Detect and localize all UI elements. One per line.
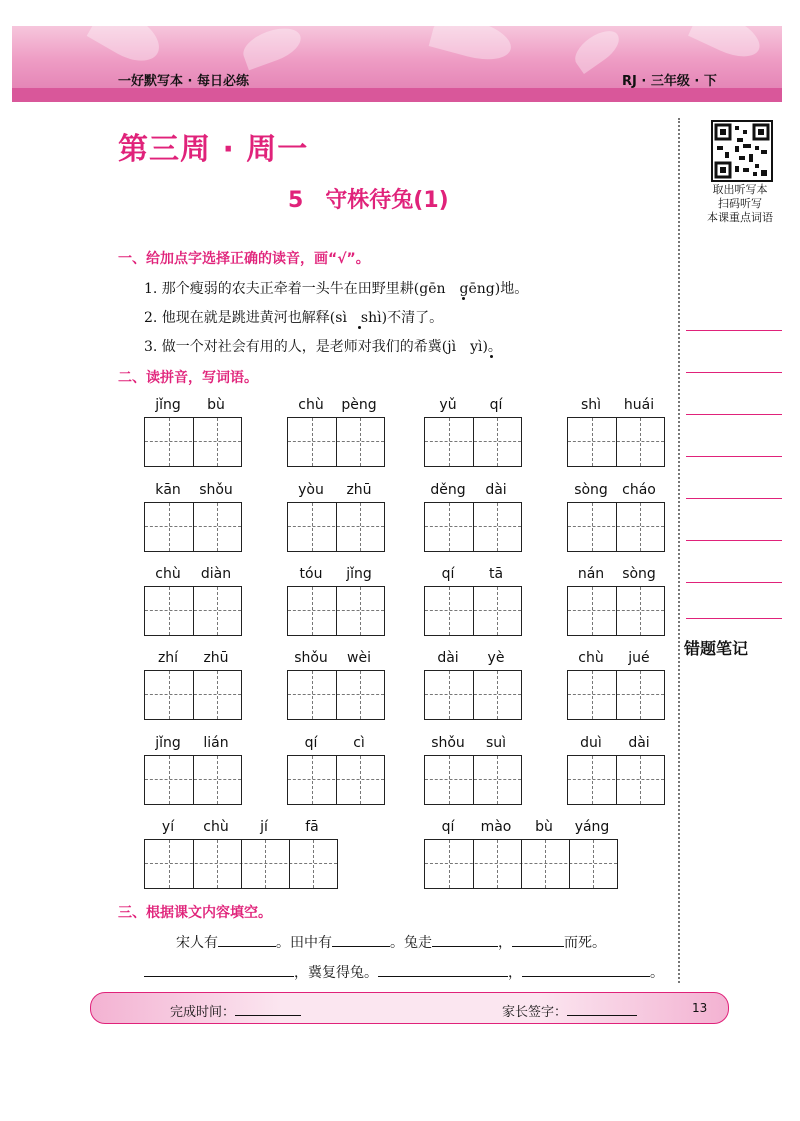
- section-3-title: 三、根据课文内容填空。: [118, 905, 272, 921]
- grid-guide-line: [217, 418, 218, 466]
- pinyin-label: diàn: [200, 566, 232, 582]
- grid-cell-divider: [473, 418, 474, 466]
- grid-guide-line: [640, 756, 641, 804]
- question-item: 2. 他现在就是跳进黄河也解释(sì shì)不清了。: [144, 310, 444, 326]
- writing-box[interactable]: [424, 417, 522, 467]
- writing-box[interactable]: [287, 417, 385, 467]
- grid-guide-line: [360, 503, 361, 551]
- grid-cell-divider: [616, 671, 617, 719]
- writing-box[interactable]: [144, 586, 242, 636]
- grid-guide-line: [313, 840, 314, 888]
- grid-guide-line: [640, 587, 641, 635]
- pinyin-label: chù: [578, 650, 604, 666]
- pinyin-label: qí: [304, 735, 318, 751]
- fill-text: ，冀复得兔。: [294, 965, 378, 981]
- grid-guide-line: [265, 840, 266, 888]
- pinyin-label: suì: [485, 735, 507, 751]
- grid-cell-divider: [473, 587, 474, 635]
- grid-guide-line: [592, 503, 593, 551]
- grid-guide-line: [217, 503, 218, 551]
- answer-blank[interactable]: [522, 962, 650, 977]
- pinyin-label: pèng: [341, 397, 377, 413]
- grid-guide-line: [640, 671, 641, 719]
- lesson-title: 5 守株待兔(1): [288, 188, 449, 213]
- grid-guide-line: [360, 587, 361, 635]
- qr-caption: 本课重点词语: [707, 211, 773, 224]
- page-number: 13: [692, 1001, 708, 1015]
- writing-box[interactable]: [567, 417, 665, 467]
- grid-guide-line: [592, 756, 593, 804]
- question-item: 1. 那个瘦弱的农夫正牵着一头牛在田野里耕(gēn gēng)地。: [144, 281, 529, 297]
- grid-cell-divider: [616, 418, 617, 466]
- pinyin-label: chù: [155, 566, 181, 582]
- grid-guide-line: [449, 671, 450, 719]
- fill-text: 。兔走: [390, 935, 432, 951]
- pinyin-label: zhū: [346, 482, 372, 498]
- header-strip: [12, 88, 782, 102]
- grid-guide-line: [169, 756, 170, 804]
- pinyin-label: fā: [305, 819, 319, 835]
- week-title: 第三周 · 周一: [118, 132, 309, 167]
- pinyin-label: shǒu: [199, 482, 233, 498]
- grid-guide-line: [449, 756, 450, 804]
- grid-guide-line: [640, 418, 641, 466]
- grid-cell-divider: [241, 840, 242, 888]
- grid-cell-divider: [193, 587, 194, 635]
- grid-cell-divider: [289, 840, 290, 888]
- pinyin-label: tóu: [299, 566, 323, 582]
- grid-cell-divider: [336, 587, 337, 635]
- writing-box[interactable]: [567, 755, 665, 805]
- grid-cell-divider: [569, 840, 570, 888]
- grid-guide-line: [217, 671, 218, 719]
- grid-guide-line: [592, 587, 593, 635]
- note-line: [686, 582, 782, 583]
- grid-cell-divider: [336, 756, 337, 804]
- grade-label: RJ · 三年级 · 下: [622, 74, 717, 89]
- complete-time-label: 完成时间：: [170, 1005, 236, 1020]
- pinyin-label: qí: [441, 819, 455, 835]
- grid-cell-divider: [193, 840, 194, 888]
- grid-cell-divider: [473, 671, 474, 719]
- pinyin-label: qí: [489, 397, 503, 413]
- writing-box[interactable]: [287, 586, 385, 636]
- pinyin-label: yáng: [574, 819, 610, 835]
- answer-blank[interactable]: [512, 932, 564, 947]
- pinyin-label: bù: [207, 397, 225, 413]
- grid-guide-line: [497, 587, 498, 635]
- fill-text: 宋人有: [176, 935, 218, 951]
- grid-guide-line: [217, 840, 218, 888]
- qr-caption: 取出听写本: [712, 183, 768, 196]
- fill-text: 。田中有: [276, 935, 332, 951]
- petal-decoration: [688, 26, 766, 65]
- answer-blank[interactable]: [218, 932, 276, 947]
- pinyin-label: duì: [580, 735, 602, 751]
- complete-time-field[interactable]: [170, 1001, 301, 1020]
- pinyin-label: yǔ: [439, 397, 457, 413]
- grid-guide-line: [449, 503, 450, 551]
- pinyin-label: zhí: [157, 650, 179, 666]
- grid-guide-line: [449, 840, 450, 888]
- grid-cell-divider: [616, 587, 617, 635]
- grid-guide-line: [449, 418, 450, 466]
- grid-guide-line: [497, 418, 498, 466]
- writing-box[interactable]: [424, 586, 522, 636]
- grid-guide-line: [360, 756, 361, 804]
- grid-guide-line: [545, 840, 546, 888]
- pinyin-label: jǐng: [155, 735, 181, 751]
- parent-sign-label: 家长签字：: [502, 1005, 568, 1020]
- grid-cell-divider: [336, 671, 337, 719]
- qr-code-icon[interactable]: [711, 120, 773, 182]
- series-title: 一好默写本 · 每日必练: [118, 74, 249, 89]
- writing-box[interactable]: [424, 755, 522, 805]
- writing-box[interactable]: [424, 839, 618, 889]
- writing-box[interactable]: [567, 502, 665, 552]
- grid-guide-line: [497, 840, 498, 888]
- fill-text: ，: [498, 935, 512, 951]
- answer-blank[interactable]: [567, 1002, 637, 1016]
- grid-cell-divider: [616, 756, 617, 804]
- note-line: [686, 498, 782, 499]
- answer-blank[interactable]: [432, 932, 498, 947]
- pinyin-label: qí: [441, 566, 455, 582]
- grid-guide-line: [360, 418, 361, 466]
- fill-text: 。: [650, 965, 664, 981]
- writing-box[interactable]: [144, 502, 242, 552]
- grid-guide-line: [312, 503, 313, 551]
- petal-decoration: [429, 26, 516, 67]
- grid-guide-line: [217, 756, 218, 804]
- fill-in-line-2: [144, 962, 664, 982]
- pinyin-label: shǒu: [431, 735, 465, 751]
- qr-caption: 扫码听写: [718, 197, 762, 210]
- petal-decoration: [239, 26, 306, 70]
- grid-guide-line: [169, 671, 170, 719]
- writing-box[interactable]: [287, 670, 385, 720]
- grid-guide-line: [360, 671, 361, 719]
- note-line: [686, 330, 782, 331]
- answer-blank[interactable]: [332, 932, 390, 947]
- fill-text: ，: [508, 965, 522, 981]
- note-line: [686, 372, 782, 373]
- section-1-title: 一、给加点字选择正确的读音，画“√”。: [118, 251, 370, 267]
- pinyin-label: yè: [487, 650, 505, 666]
- parent-sign-field[interactable]: [502, 1001, 637, 1020]
- writing-box[interactable]: [424, 670, 522, 720]
- fill-in-line-1: [176, 932, 606, 952]
- sidebar-divider: [678, 118, 680, 983]
- pinyin-label: cì: [353, 735, 365, 751]
- writing-box[interactable]: [144, 839, 338, 889]
- pinyin-label: kān: [155, 482, 181, 498]
- pinyin-label: wèi: [347, 650, 371, 666]
- grid-guide-line: [312, 587, 313, 635]
- pinyin-label: bù: [535, 819, 553, 835]
- petal-decoration: [87, 26, 168, 71]
- note-line: [686, 618, 782, 619]
- grid-guide-line: [449, 587, 450, 635]
- question-item: 3. 做一个对社会有用的人，是老师对我们的希冀(jì yì)。: [144, 339, 502, 355]
- writing-box[interactable]: [144, 670, 242, 720]
- answer-blank[interactable]: [378, 962, 508, 977]
- pinyin-label: sòng: [574, 482, 608, 498]
- note-line: [686, 456, 782, 457]
- emphasis-dot: [490, 355, 493, 358]
- grid-cell-divider: [336, 503, 337, 551]
- pinyin-label: huái: [623, 397, 655, 413]
- writing-box[interactable]: [567, 670, 665, 720]
- pinyin-label: jǐng: [155, 397, 181, 413]
- pinyin-label: yòu: [298, 482, 324, 498]
- pinyin-label: tā: [488, 566, 504, 582]
- grid-cell-divider: [193, 503, 194, 551]
- emphasis-dot: [462, 297, 465, 300]
- grid-cell-divider: [193, 671, 194, 719]
- header-banner: [12, 26, 782, 102]
- grid-guide-line: [640, 503, 641, 551]
- grid-guide-line: [169, 587, 170, 635]
- note-line: [686, 414, 782, 415]
- grid-guide-line: [592, 418, 593, 466]
- pinyin-label: mào: [480, 819, 512, 835]
- emphasis-dot: [358, 326, 361, 329]
- pinyin-label: lián: [203, 735, 229, 751]
- grid-cell-divider: [473, 840, 474, 888]
- grid-cell-divider: [193, 418, 194, 466]
- answer-blank[interactable]: [235, 1002, 301, 1016]
- pinyin-label: cháo: [622, 482, 656, 498]
- pinyin-label: dài: [437, 650, 459, 666]
- writing-box[interactable]: [144, 417, 242, 467]
- answer-blank[interactable]: [144, 962, 294, 977]
- pinyin-label: jǐng: [346, 566, 372, 582]
- grid-cell-divider: [473, 503, 474, 551]
- writing-box[interactable]: [287, 502, 385, 552]
- grid-cell-divider: [193, 756, 194, 804]
- grid-guide-line: [592, 671, 593, 719]
- grid-cell-divider: [616, 503, 617, 551]
- writing-box[interactable]: [567, 586, 665, 636]
- notes-label: 错题笔记: [684, 639, 749, 658]
- grid-guide-line: [169, 503, 170, 551]
- note-line: [686, 540, 782, 541]
- pinyin-label: jí: [260, 819, 268, 835]
- pinyin-label: dài: [628, 735, 650, 751]
- section-2-title: 二、读拼音，写词语。: [118, 370, 258, 386]
- grid-guide-line: [312, 756, 313, 804]
- writing-box[interactable]: [144, 755, 242, 805]
- grid-cell-divider: [521, 840, 522, 888]
- grid-cell-divider: [473, 756, 474, 804]
- grid-guide-line: [169, 840, 170, 888]
- grid-guide-line: [312, 418, 313, 466]
- pinyin-label: nán: [577, 566, 605, 582]
- petal-decoration: [569, 26, 625, 74]
- grid-cell-divider: [336, 418, 337, 466]
- pinyin-label: zhū: [203, 650, 229, 666]
- pinyin-label: dài: [485, 482, 507, 498]
- grid-guide-line: [312, 671, 313, 719]
- pinyin-label: jué: [628, 650, 650, 666]
- pinyin-label: děng: [430, 482, 466, 498]
- pinyin-label: chù: [203, 819, 229, 835]
- pinyin-label: sòng: [622, 566, 656, 582]
- grid-guide-line: [217, 587, 218, 635]
- grid-guide-line: [497, 503, 498, 551]
- grid-guide-line: [497, 756, 498, 804]
- fill-text: 而死。: [564, 935, 606, 951]
- pinyin-label: chù: [298, 397, 324, 413]
- grid-guide-line: [497, 671, 498, 719]
- pinyin-label: shì: [580, 397, 602, 413]
- grid-guide-line: [593, 840, 594, 888]
- writing-box[interactable]: [287, 755, 385, 805]
- pinyin-label: yí: [161, 819, 175, 835]
- writing-box[interactable]: [424, 502, 522, 552]
- grid-guide-line: [169, 418, 170, 466]
- pinyin-label: shǒu: [294, 650, 328, 666]
